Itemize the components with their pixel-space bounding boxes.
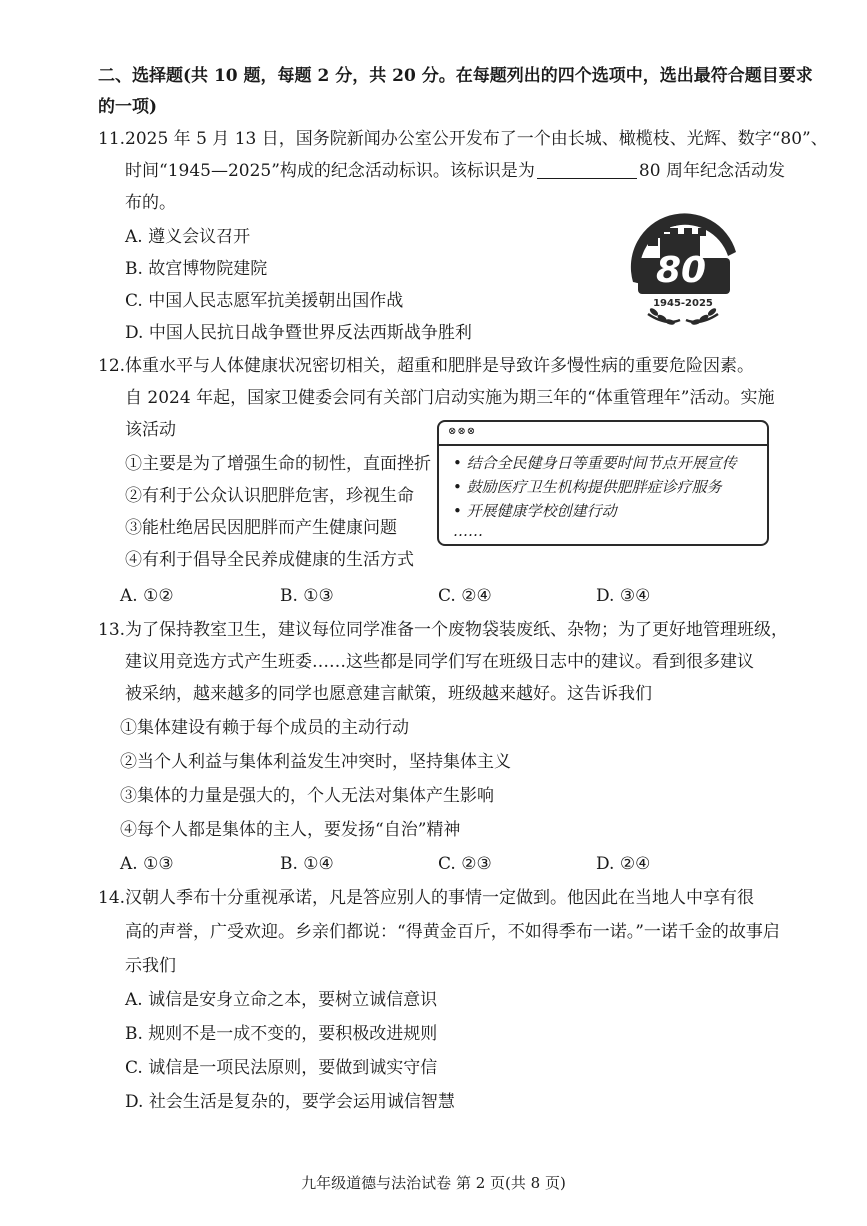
q11-option-a: A. 遵义会议召开 (125, 227, 251, 247)
q14-line1: 汉朝人季布十分重视承诺，凡是答应别人的事情一定做到。他因此在当地人中享有很 (125, 888, 754, 908)
q13-number: 13. (98, 620, 126, 640)
commemorative-logo-icon (618, 200, 748, 335)
page-footer: 九年级道德与法治试卷 第 2 页(共 8 页) (301, 1174, 566, 1192)
q11-line1: 2025 年 5 月 13 日，国务院新闻办公室公开发布了一个由长城、橄榄枝、光辉、数字“80”、 (125, 129, 828, 149)
logo-number: 80 (655, 250, 707, 291)
q13-statement-3: ③集体的力量是强大的，个人无法对集体产生影响 (120, 786, 494, 806)
q12-statement-1: ①主要是为了增强生命的韧性，直面挫折 (125, 454, 431, 474)
q11-line2-post: 80 周年纪念活动发 (638, 161, 785, 181)
activity-line-3: • 开展健康学校创建行动 (453, 502, 617, 520)
q13-statement-4: ④每个人都是集体的主人，要发扬“自治”精神 (120, 820, 461, 840)
window-control-dots-icon: ⊗⊗⊗ (448, 426, 477, 437)
q12-statement-4: ④有利于倡导全民养成健康的生活方式 (125, 550, 414, 570)
activity-info-window (437, 420, 769, 546)
q12-statement-2: ②有利于公众认识肥胖危害，珍视生命 (125, 486, 414, 506)
activity-line-2: • 鼓励医疗卫生机构提供肥胖症诊疗服务 (453, 478, 722, 496)
q12-choice-c: C. ②④ (438, 586, 492, 606)
q12-line1: 体重水平与人体健康状况密切相关，超重和肥胖是导致许多慢性病的重要危险因素。 (125, 356, 754, 376)
q11-number: 11. (98, 129, 126, 149)
q13-statement-2: ②当个人利益与集体利益发生冲突时，坚持集体主义 (120, 752, 511, 772)
q12-statement-3: ③能杜绝居民因肥胖而产生健康问题 (125, 518, 397, 538)
q13-line2: 建议用竞选方式产生班委……这些都是同学们写在班级日志中的建议。看到很多建议 (125, 652, 754, 672)
q14-option-d: D. 社会生活是复杂的，要学会运用诚信智慧 (125, 1092, 455, 1112)
q12-choice-b: B. ①③ (280, 586, 334, 606)
q13-choice-b: B. ①④ (280, 854, 334, 874)
answer-blank (537, 160, 637, 179)
logo-years: 1945-2025 (653, 298, 713, 309)
q13-statement-1: ①集体建设有赖于每个成员的主动行动 (120, 718, 409, 738)
q11-line2-pre: 时间“1945—2025”构成的纪念活动标识。该标识是为 (125, 161, 535, 181)
q12-number: 12. (98, 356, 126, 376)
section-header-line2: 的一项) (98, 97, 158, 117)
q11-line2 (125, 159, 785, 183)
q14-option-c: C. 诚信是一项民法原则，要做到诚实守信 (125, 1058, 438, 1078)
q13-line3: 被采纳，越来越多的同学也愿意建言献策，班级越来越好。这告诉我们 (125, 684, 652, 704)
window-titlebar (439, 422, 767, 446)
q14-option-b: B. 规则不是一成不变的，要积极改进规则 (125, 1024, 438, 1044)
q11-option-b: B. 故宫博物院建院 (125, 259, 268, 279)
q12-choice-a: A. ①② (120, 586, 174, 606)
q11-option-d: D. 中国人民抗日战争暨世界反法西斯战争胜利 (125, 323, 472, 343)
q12-choice-d: D. ③④ (596, 586, 651, 606)
q12-line2: 自 2024 年起，国家卫健委会同有关部门启动实施为期三年的“体重管理年”活动。实施 (125, 388, 775, 408)
q13-line1: 为了保持教室卫生，建议每位同学准备一个废物袋装废纸、杂物；为了更好地管理班级， (125, 620, 788, 640)
q11-line3: 布的。 (125, 193, 176, 213)
section-header-line1: 二、选择题(共 10 题，每题 2 分，共 20 分。在每题列出的四个选项中，选出最符合题目要求 (98, 66, 813, 86)
q12-line3: 该活动 (125, 420, 176, 440)
activity-line-1: • 结合全民健身日等重要时间节点开展宣传 (453, 454, 737, 472)
q14-number: 14. (98, 888, 126, 908)
activity-line-ellipsis: …… (453, 522, 483, 540)
q13-choice-a: A. ①③ (120, 854, 174, 874)
q14-line3: 示我们 (125, 956, 176, 976)
q13-choice-c: C. ②③ (438, 854, 492, 874)
q13-choice-d: D. ②④ (596, 854, 651, 874)
q14-option-a: A. 诚信是安身立命之本，要树立诚信意识 (125, 990, 438, 1010)
q11-option-c: C. 中国人民志愿军抗美援朝出国作战 (125, 291, 404, 311)
q14-line2: 高的声誉，广受欢迎。乡亲们都说：“得黄金百斤，不如得季布一诺。”一诺千金的故事启 (125, 922, 780, 942)
